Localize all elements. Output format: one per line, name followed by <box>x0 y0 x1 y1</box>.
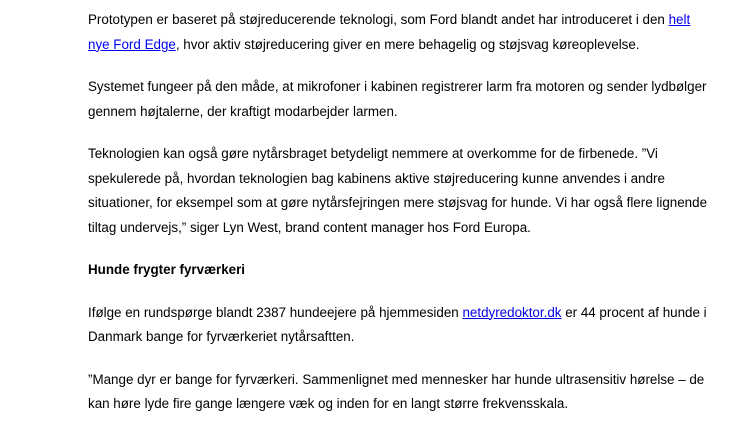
paragraph-system: Systemet fungeer på den måde, at mikrofoner i kabinen registrerer larm fra motoren og sender lydbølger gennem højtalerne, der kraftigt modarbejder larmen. <box>88 79 707 119</box>
paragraph-text: Ifølge en rundspørge blandt 2387 hundeejere på hjemmesiden <box>88 304 463 320</box>
paragraph-survey <box>88 301 708 350</box>
paragraph-text: er 44 procent af hunde i Danmark bange for fyrværkeriet nytårsaftten. <box>88 304 707 344</box>
paragraph-text: Prototypen er baseret på støjreducerende teknologi, som Ford blandt andet har introduceret i den <box>88 12 669 27</box>
ford-edge-link[interactable]: helt nye Ford Edge <box>88 12 691 52</box>
paragraph-prototype <box>88 8 708 57</box>
paragraph-technology: Teknologien kan også gøre nytårsbraget betydeligt nemmere at overkomme for de firbenede. ”Vi spekulerede på, hvordan teknologien bag kabinens aktive støjreducering kunne anvendes i andre situationer, for eksempel som at gøre nytårsfejringen mere støjsvag for hunde. Vi har også flere lignende tiltag undervejs,” siger Lyn West, brand content manager hos Ford Europa. <box>88 146 708 235</box>
document-body <box>88 8 708 435</box>
paragraph-text: , hvor aktiv støjreducering giver en mere behagelig og støjsvag køreoplevelse. <box>175 36 640 52</box>
section-heading: Hunde frygter fyrværkeri <box>88 262 246 277</box>
paragraph-quote: ”Mange dyr er bange for fyrværkeri. Sammenlignet med mennesker har hunde ultrasensitiv hørelse – de kan høre lyde fire gange længere væk og inden for en langt større frekvensskala. <box>88 371 705 411</box>
netdyredoktor-link[interactable]: netdyredoktor.dk <box>462 304 562 320</box>
